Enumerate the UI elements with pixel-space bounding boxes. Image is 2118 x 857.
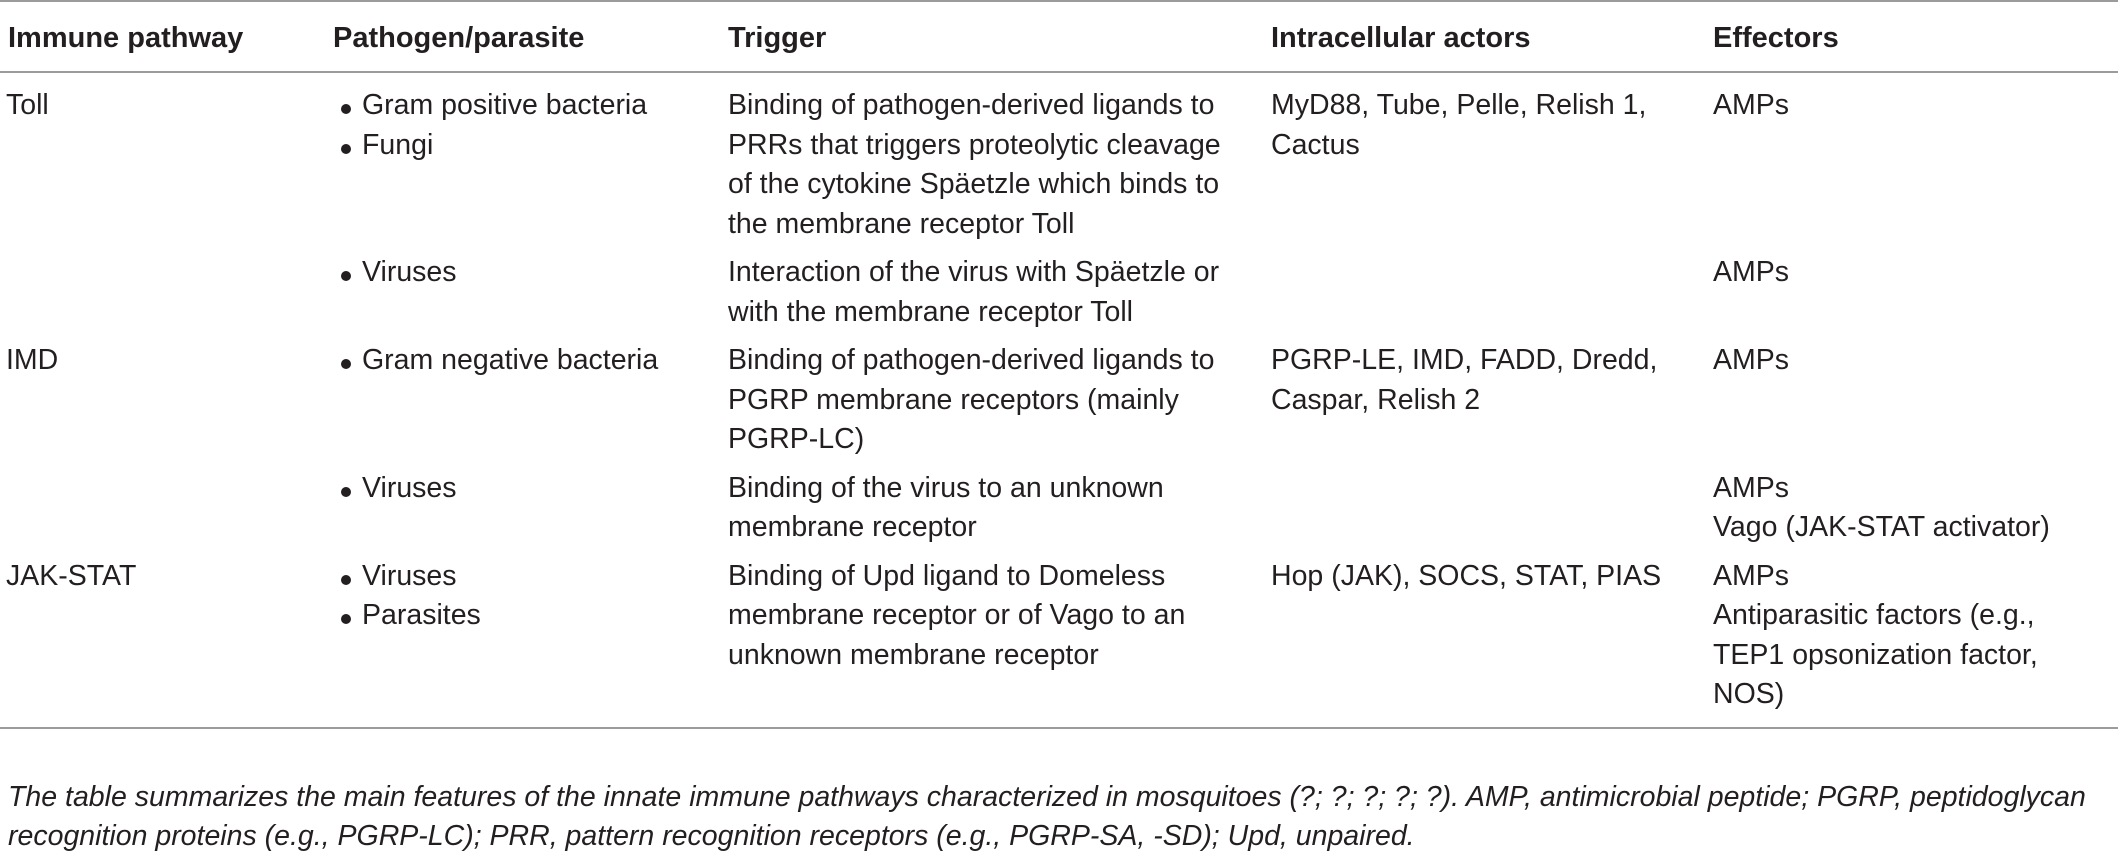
table-row (0, 253, 2118, 341)
trigger-cell: Binding of pathogen-derived ligands to PGRP membrane receptors (mainly PGRP-LC) (728, 344, 1215, 455)
pathway-cell (0, 469, 333, 557)
pathogen-item: Gram positive bacteria (341, 86, 728, 126)
effectors-cell (1713, 469, 2118, 557)
effector-item: AMPs (1713, 471, 1790, 504)
header-trigger: Trigger (728, 1, 1271, 72)
pathway-cell: JAK-STAT (0, 557, 333, 728)
pathway-cell: Toll (6, 89, 49, 121)
actors-cell: MyD88, Tube, Pelle, Relish 1, Cactus (1271, 89, 1647, 161)
pathogen-cell (333, 557, 728, 728)
table-caption: The table summarizes the main features of the innate immune pathways characterized in mosquitoes (?; ?; ?; ?; ?). AMP, antimicrobial peptide; PGRP, peptidoglycan recognition proteins (e.g., PGRP-LC); PRR, pattern recognition receptors (e.g., PGRP-SA, -SD); Upd, unpaired. (8, 781, 2086, 852)
table-row (0, 557, 2118, 728)
pathogen-item: Fungi (341, 126, 728, 166)
effector-item: AMPs (1713, 89, 1790, 121)
pathway-cell (0, 253, 333, 341)
effector-item: Vago (JAK-STAT activator) (1713, 511, 2050, 543)
trigger-cell: Binding of the virus to an unknown membrane receptor (728, 471, 1164, 543)
header-immune-pathway: Immune pathway (0, 1, 333, 72)
effectors-cell (1713, 253, 2118, 341)
header-pathogen-parasite: Pathogen/parasite (333, 1, 728, 72)
header-effectors: Effectors (1713, 1, 2118, 72)
pathogen-cell (333, 72, 728, 253)
trigger-cell: Binding of Upd ligand to Domeless membrane receptor or of Vago to an unknown membrane receptor (728, 557, 1271, 728)
effectors-cell (1713, 341, 2118, 469)
header-intracellular-actors: Intracellular actors (1271, 1, 1713, 72)
pathogen-cell (333, 341, 728, 469)
pathogen-item: Viruses (341, 253, 728, 293)
effector-item: AMPs (1713, 344, 1790, 376)
actors-cell: PGRP-LE, IMD, FADD, Dredd, Caspar, Relish 2 (1271, 344, 1658, 416)
effector-item: Antiparasitic factors (e.g., TEP1 opsonization factor, NOS) (1713, 599, 2038, 710)
pathogen-item: Viruses (341, 469, 728, 509)
trigger-cell: Interaction of the virus with Späetzle or with the membrane receptor Toll (728, 256, 1220, 328)
pathogen-cell (333, 469, 728, 557)
actors-cell: Hop (JAK), SOCS, STAT, PIAS (1271, 557, 1713, 728)
pathogen-item: Parasites (341, 596, 728, 636)
actors-cell (1271, 469, 1713, 557)
effectors-cell (1713, 72, 2118, 253)
effector-item: AMPs (1713, 256, 1790, 288)
pathogen-item: Viruses (341, 557, 728, 597)
effector-item: AMPs (1713, 559, 1790, 592)
table-row (0, 72, 2118, 253)
actors-cell (1271, 253, 1713, 341)
table-header-row (0, 1, 2118, 72)
effectors-cell (1713, 557, 2118, 728)
pathway-cell: IMD (6, 344, 59, 376)
pathogen-cell (333, 253, 728, 341)
pathogen-item: Gram negative bacteria (341, 341, 728, 381)
table-row (0, 469, 2118, 557)
trigger-cell: Binding of pathogen-derived ligands to PRRs that triggers proteolytic cleavage of the cytokine Späetzle which binds to the membrane receptor Toll (728, 89, 1221, 240)
table-row (0, 341, 2118, 469)
